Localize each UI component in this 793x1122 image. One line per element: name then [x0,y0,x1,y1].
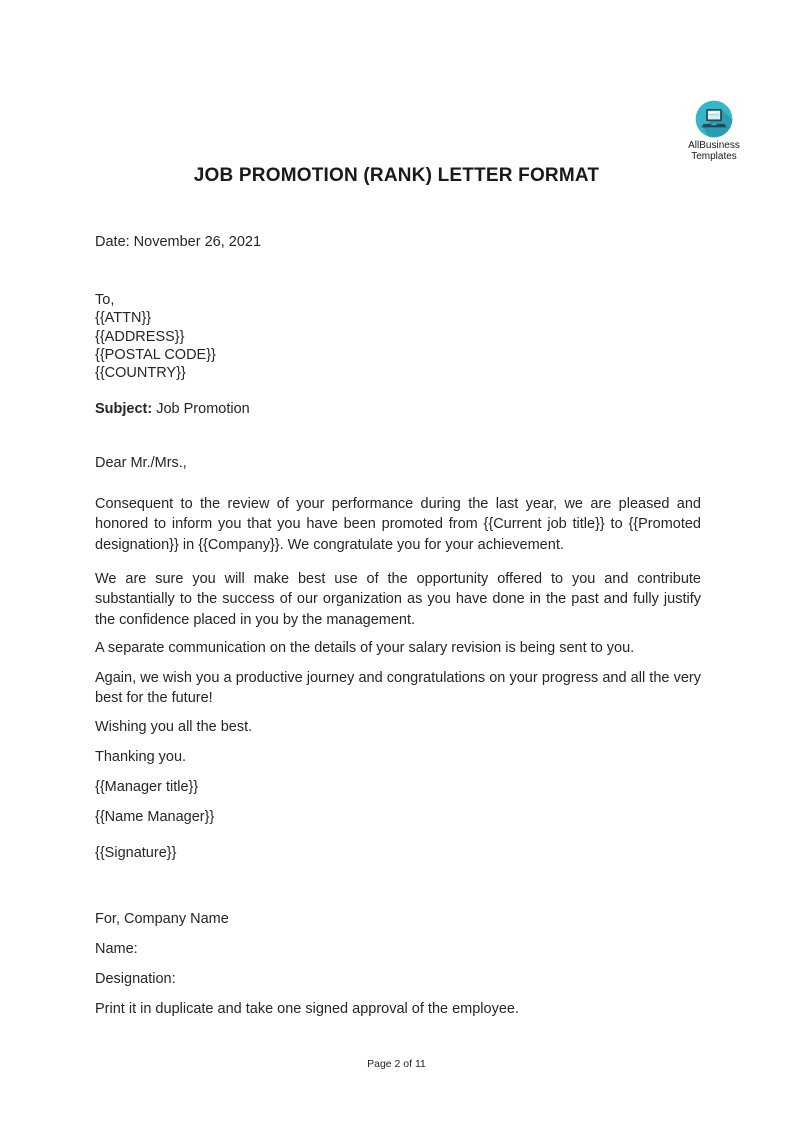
body-paragraph: Again, we wish you a productive journey and congratulations on your progress and all the very best for the future! [95,670,701,707]
body-paragraph: We are sure you will make best use of the opportunity offered to you and contribute substantially to the success of our organization as you have done in the past and fully justify the confidence placed in you by the management. [95,571,701,628]
page-title: JOB PROMOTION (RANK) LETTER FORMAT [193,165,600,186]
date-line: Date: November 26, 2021 [95,234,262,250]
body-paragraph: A separate communication on the details of your salary revision is being sent to you. [95,640,635,656]
to-label: To, [95,292,115,308]
address-line-attn: {{ATTN}} [95,310,152,327]
subject-value: Job Promotion [152,401,250,417]
allbusiness-templates-logo [681,98,747,162]
address-line-country: {{COUNTRY}} [95,365,186,382]
page-number-footer: Page 2 of 11 [367,1058,426,1070]
laptop-icon [693,98,735,140]
print-instruction-note: Print it in duplicate and take one signed approval of the employee. [95,1001,519,1017]
recipient-address-block [95,291,701,382]
body-paragraph: Consequent to the review of your performance during the last year, we are pleased and honored to inform you that you have been promoted from {{Current job title}} to {{Promoted designation}} in {{Company}}. We congratulate you for your achievement. [95,496,701,553]
subject-label: Subject: [95,401,153,417]
logo-text-line1: AllBusiness [688,140,740,151]
address-line-postal-code: {{POSTAL CODE}} [95,346,216,363]
body-paragraph: Wishing you all the best. [95,719,253,735]
manager-title-placeholder: {{Manager title}} [95,779,199,795]
company-line: For, Company Name [95,911,229,927]
logo-text-line2: Templates [691,150,737,162]
address-line-address: {{ADDRESS}} [95,328,185,345]
salutation: Dear Mr./Mrs., [95,455,187,471]
designation-label: Designation: [95,971,176,987]
name-label: Name: [95,941,138,957]
signature-placeholder: {{Signature}} [95,845,177,861]
body-paragraph: Thanking you. [95,749,187,765]
subject-line [95,399,701,419]
manager-name-placeholder: {{Name Manager}} [95,809,215,825]
